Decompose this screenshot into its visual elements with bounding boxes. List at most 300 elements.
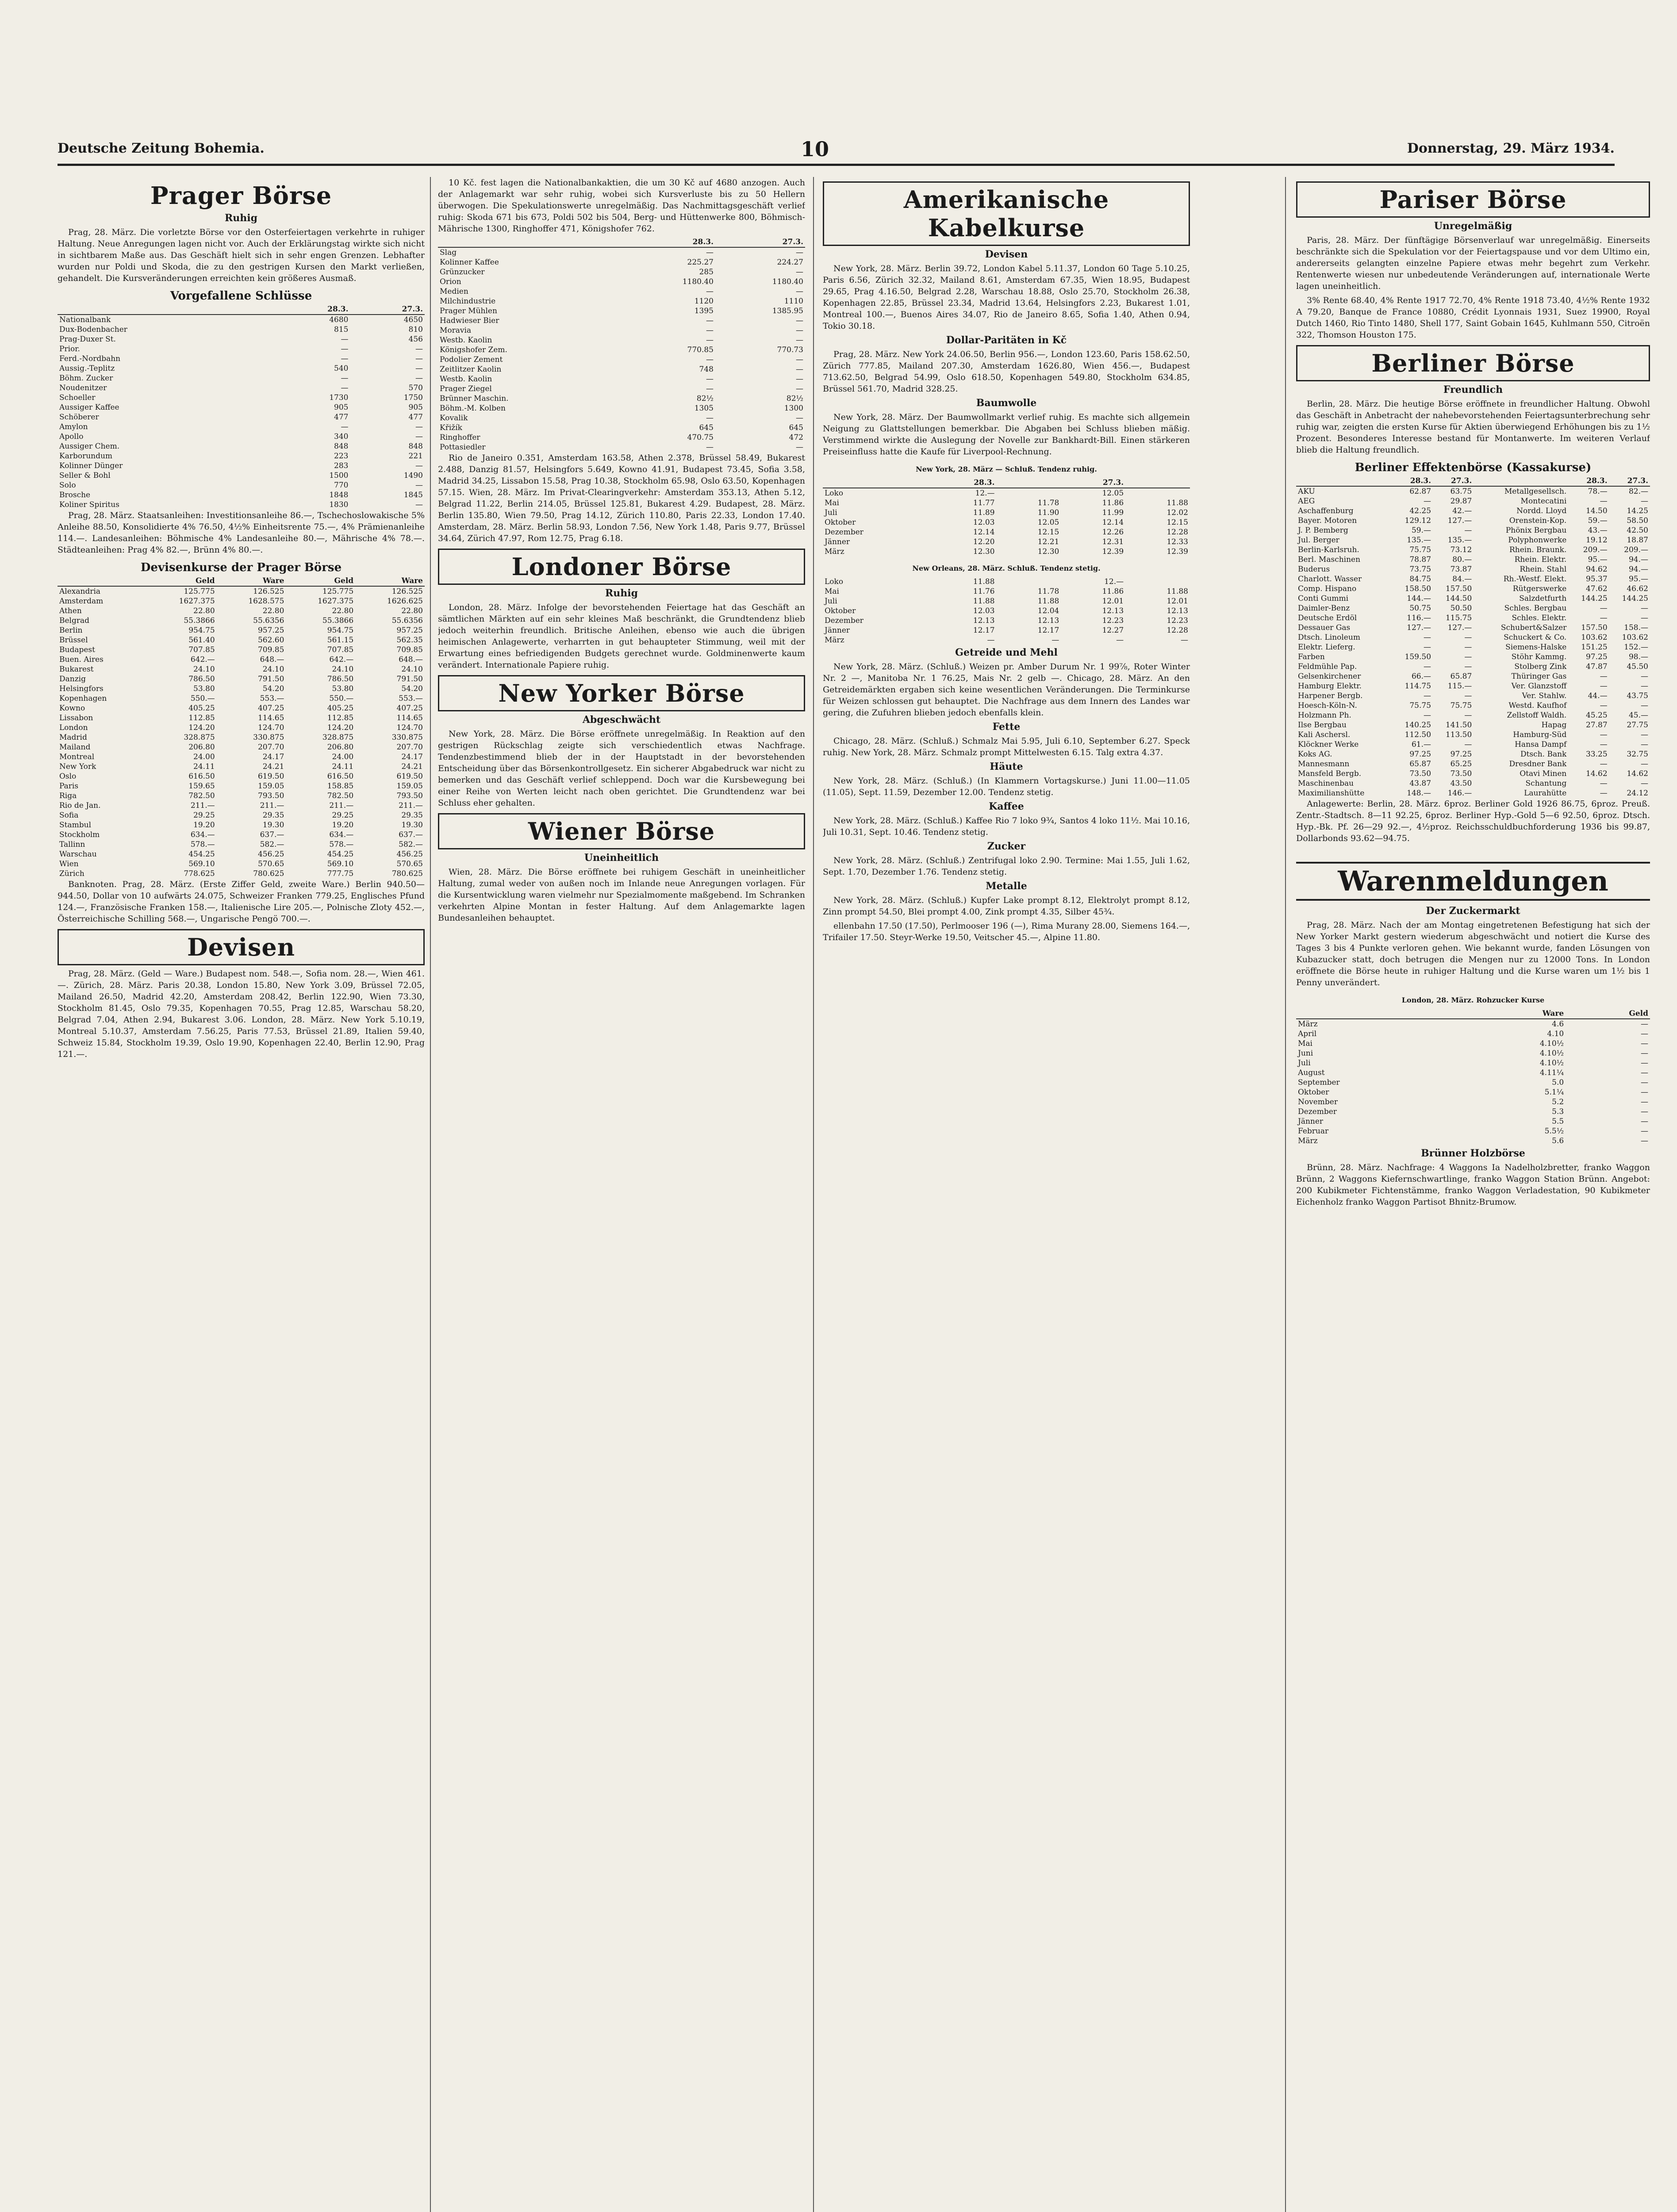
- subsection-title: Dollar-Paritäten in Kč: [946, 334, 1067, 346]
- table-cell: Klöckner Werke: [1298, 740, 1359, 749]
- table-cell: Kolinner Kaffee: [440, 258, 499, 267]
- table-cell: 456.25: [396, 850, 423, 859]
- table-cell: Danzig: [59, 675, 86, 684]
- table-cell: [1125, 488, 1190, 498]
- table-cell: —: [706, 336, 714, 345]
- table-cell: 12.23: [1167, 616, 1188, 625]
- table-cell: März: [1298, 1020, 1318, 1029]
- table-row: [58, 432, 425, 442]
- table-header-cell: [438, 237, 626, 247]
- table-row: [438, 394, 805, 403]
- table-row: [1296, 710, 1650, 720]
- table-cell: 73.50: [1450, 769, 1472, 778]
- table-row: [58, 451, 425, 461]
- table-cell: 582.—: [260, 840, 284, 849]
- table-cell: September: [1298, 1078, 1340, 1087]
- table-cell: 112.85: [327, 714, 354, 722]
- table-cell: 1305: [694, 404, 714, 413]
- table-row: [1296, 691, 1650, 701]
- table-row: [1296, 1068, 1650, 1078]
- section-title-paris: Pariser Börse: [1296, 181, 1650, 218]
- table-cell: —: [706, 443, 714, 452]
- table-row: [1296, 603, 1650, 613]
- table-cell: Moravia: [440, 326, 472, 335]
- table-cell: Rhein. Braunk.: [1509, 545, 1567, 554]
- table-cell: 22.80: [332, 607, 354, 615]
- table-cell: Jul. Berger: [1298, 536, 1339, 545]
- table-cell: 43.75: [1627, 691, 1648, 700]
- section-title-prague-exchange: Prager Börse: [150, 181, 332, 210]
- table-cell: 12.21: [1037, 538, 1059, 546]
- table-cell: 29.35: [262, 811, 284, 820]
- table-row: [1296, 788, 1650, 798]
- table-cell: Montecatini: [1520, 497, 1567, 506]
- table-row: [1296, 779, 1650, 788]
- table-cell: 211.—: [399, 801, 423, 810]
- table-cell: 770: [334, 481, 349, 490]
- table-row: [58, 810, 425, 820]
- table-cell: 1180.40: [682, 277, 714, 286]
- table-cell: Dezember: [825, 528, 863, 537]
- table-cell: 570: [408, 384, 423, 392]
- table-cell: 1300: [784, 404, 803, 413]
- table-cell: November: [1298, 1098, 1338, 1106]
- table-header-cell: [1296, 476, 1392, 486]
- issue-date: Donnerstag, 29. März 1934.: [1407, 141, 1615, 156]
- table-cell: —: [1424, 662, 1431, 671]
- table-cell: 12.—: [1104, 577, 1124, 586]
- table-row: [1296, 1058, 1650, 1068]
- table-row: [1296, 740, 1650, 749]
- table-cell: 53.80: [193, 684, 215, 693]
- table-row: [58, 781, 425, 791]
- table-cell: 50.75: [1409, 604, 1431, 613]
- table-cell: Amsterdam: [59, 597, 104, 606]
- table-cell: —: [1181, 636, 1188, 645]
- table-cell: Hoesch-Köln-N.: [1298, 701, 1357, 710]
- table-cell: 94.—: [1628, 555, 1648, 564]
- table-cell: 95.37: [1585, 575, 1608, 584]
- table-cell: 12.13: [973, 616, 995, 625]
- table-cell: —: [1600, 701, 1608, 710]
- closings-table: [58, 304, 425, 510]
- table-cell: Dezember: [1298, 1107, 1337, 1116]
- table-cell: 124.20: [188, 723, 215, 732]
- table-cell: Rhein. Elektr.: [1514, 555, 1567, 564]
- table-cell: Berl. Maschinen: [1298, 555, 1361, 564]
- column-1: [58, 177, 425, 2212]
- table-cell: 97.25: [1585, 653, 1608, 661]
- table-row: [58, 383, 425, 393]
- table-cell: 905: [334, 403, 349, 412]
- table-cell: 4.10½: [1539, 1059, 1564, 1068]
- table-row: [58, 655, 425, 664]
- table-cell: Februar: [1298, 1127, 1329, 1136]
- table-cell: Alexandria: [59, 587, 101, 596]
- table-cell: Elektr. Lieferg.: [1298, 643, 1355, 652]
- table-cell: 642.—: [329, 655, 354, 664]
- table-cell: 58.50: [1627, 516, 1648, 525]
- table-cell: Rio de Jan.: [59, 801, 101, 810]
- table-row: [1296, 516, 1650, 526]
- table-row: [823, 626, 1190, 635]
- table-cell: 11.86: [1102, 499, 1124, 507]
- table-cell: Madrid: [59, 733, 87, 742]
- table-cell: März: [1298, 1137, 1318, 1145]
- table-header-cell: 28.3.: [1568, 476, 1609, 486]
- table-cell: 27.87: [1585, 721, 1608, 730]
- table-cell: —: [1464, 526, 1472, 535]
- table-cell: —: [706, 326, 714, 335]
- table-row: [58, 762, 425, 772]
- table-cell: Aussiger Chem.: [59, 442, 120, 451]
- table-row: [438, 384, 805, 394]
- table-cell: 477: [408, 413, 423, 422]
- table-row: [438, 267, 805, 277]
- table-row: [438, 345, 805, 355]
- table-cell: Amylon: [59, 422, 88, 431]
- table-cell: 570.65: [257, 860, 284, 868]
- table-cell: Brünner Maschin.: [440, 394, 509, 403]
- table-row: [1296, 1117, 1650, 1126]
- table-cell: Stöhr Kammg.: [1511, 653, 1567, 661]
- table-row: [58, 791, 425, 801]
- table-cell: Hapag: [1541, 721, 1567, 730]
- table-cell: 569.10: [327, 860, 354, 868]
- table-cell: —: [1641, 604, 1648, 613]
- table-cell: Montreal: [59, 753, 95, 761]
- table-title: Berliner Effektenbörse (Kassakurse): [1355, 461, 1592, 474]
- table-cell: —: [796, 326, 803, 335]
- table-cell: 642.—: [190, 655, 215, 664]
- table-cell: [1125, 577, 1190, 587]
- table-cell: Zürich: [59, 869, 84, 878]
- table-cell: 24.12: [1627, 789, 1648, 798]
- table-header-cell: 27.3.: [1609, 476, 1650, 486]
- table-cell: 407.25: [396, 704, 423, 713]
- table-cell: 12.01: [1167, 597, 1188, 606]
- table-cell: 22.80: [262, 607, 284, 615]
- table-cell: 1627.375: [318, 597, 354, 606]
- table-cell: 152.—: [1624, 643, 1648, 652]
- table-cell: —: [1424, 691, 1431, 700]
- table-cell: Grünzucker: [440, 268, 485, 276]
- table-cell: März: [825, 636, 844, 645]
- table-cell: 1385.95: [772, 307, 803, 315]
- table-cell: 328.875: [322, 733, 354, 742]
- table-cell: —: [796, 375, 803, 384]
- table-cell: Prager Mühlen: [440, 307, 497, 315]
- table-cell: 957.25: [257, 626, 284, 635]
- table-cell: —: [1641, 1039, 1648, 1048]
- table-cell: —: [415, 422, 423, 431]
- table-cell: Otavi Minen: [1520, 769, 1567, 778]
- table-cell: 12.30: [973, 547, 995, 556]
- table-cell: 65.87: [1450, 672, 1472, 681]
- table-cell: —: [796, 287, 803, 296]
- table-row: [58, 471, 425, 480]
- cotton-table-no: [823, 577, 1190, 645]
- table-cell: 954.75: [327, 626, 354, 635]
- table-cell: J. P. Bemberg: [1298, 526, 1348, 535]
- table-cell: 148.—: [1407, 789, 1431, 798]
- table-cell: Schantung: [1525, 779, 1567, 788]
- table-row: [1296, 526, 1650, 535]
- table-cell: Königshofer Zem.: [440, 346, 507, 354]
- table-cell: 24.11: [332, 762, 354, 771]
- table-row: [823, 587, 1190, 596]
- table-row: [438, 423, 805, 433]
- table-cell: —: [341, 354, 349, 363]
- table-cell: Rh.-Westf. Elekt.: [1503, 575, 1567, 584]
- table-cell: —: [1600, 604, 1608, 613]
- table-row: [58, 820, 425, 830]
- table-header-cell: 28.3.: [276, 304, 350, 315]
- table-cell: Loko: [825, 489, 844, 498]
- table-cell: 144.25: [1622, 594, 1648, 603]
- table-cell: 12.31: [1102, 538, 1124, 546]
- table-cell: Zeitlitzer Kaolin: [440, 365, 502, 374]
- table-row: [1296, 1048, 1650, 1058]
- table-cell: Berlin-Karlsruh.: [1298, 545, 1359, 554]
- table-row: [1296, 759, 1650, 769]
- table-row: [823, 596, 1190, 606]
- table-cell: Mai: [1298, 1039, 1312, 1048]
- table-row: [58, 723, 425, 733]
- table-cell: 570.65: [396, 860, 423, 868]
- table-cell: 59.—: [1411, 526, 1431, 535]
- table-cell: 211.—: [260, 801, 284, 810]
- table-cell: —: [415, 345, 423, 353]
- table-cell: Bukarest: [59, 665, 94, 674]
- table-cell: —: [1641, 1078, 1648, 1087]
- table-cell: Westd. Kaufhof: [1508, 701, 1567, 710]
- table-cell: Dresdner Bank: [1509, 760, 1567, 768]
- section-mood: Freundlich: [1443, 384, 1503, 396]
- table-cell: —: [796, 268, 803, 276]
- table-cell: —: [1641, 672, 1648, 681]
- table-cell: 73.50: [1409, 769, 1431, 778]
- table-cell: Metallgesellsch.: [1504, 487, 1567, 496]
- table-cell: 124.20: [327, 723, 354, 732]
- table-cell: 12.15: [1167, 518, 1188, 527]
- table-cell: Conti Gummi: [1298, 594, 1349, 603]
- table-cell: —: [1424, 711, 1431, 720]
- table-row: [58, 664, 425, 674]
- table-cell: 209.—: [1624, 545, 1648, 554]
- table-cell: 4650: [403, 315, 423, 324]
- table-cell: Solo: [59, 481, 76, 490]
- table-cell: Schöberer: [59, 413, 99, 422]
- section-mood: Unregelmäßig: [1434, 220, 1512, 232]
- table-cell: 569.10: [188, 860, 215, 868]
- table-cell: Mansfeld Bergb.: [1298, 769, 1362, 778]
- table-header-cell: Geld: [147, 576, 217, 586]
- section-title-commodities: Warenmeldungen: [1296, 862, 1650, 901]
- table-row: [823, 488, 1190, 498]
- table-cell: —: [1641, 497, 1648, 506]
- table-cell: 54.20: [262, 684, 284, 693]
- table-cell: 159.05: [257, 782, 284, 791]
- table-cell: —: [1600, 779, 1608, 788]
- table-cell: Schles. Elektr.: [1512, 614, 1567, 622]
- table-cell: —: [1600, 730, 1608, 739]
- table-cell: Sofia: [59, 811, 79, 820]
- table-cell: 11.88: [973, 577, 995, 586]
- table-cell: Belgrad: [59, 616, 90, 625]
- table-cell: 791.50: [257, 675, 284, 684]
- table-cell: 456.25: [257, 850, 284, 859]
- table-row: [1296, 555, 1650, 565]
- table-cell: 24.00: [193, 753, 215, 761]
- table-cell: 27.75: [1627, 721, 1648, 730]
- table-cell: Daimler-Benz: [1298, 604, 1350, 613]
- table-cell: —: [1641, 1059, 1648, 1068]
- table-cell: 73.12: [1450, 545, 1472, 554]
- table-cell: 848: [334, 442, 349, 451]
- table-row: [58, 645, 425, 655]
- article-text: New York, 28. März. Der Baumwollmarkt verlief ruhig. Es machte sich allgemein Neigung zu Glattstellungen bemerkbar. Die Abgaben bei Schluss blieben mäßig. Verstimmend wirkte die Auslegung der Novelle zur Bankhardt-Bill. Einen stärkeren Preiseinfluss hatte die Kaufe für Liverpool-Rechnung.: [823, 412, 1190, 457]
- table-cell: 45.—: [1628, 711, 1648, 720]
- table-cell: 24.00: [332, 753, 354, 761]
- section-mood: Uneinheitlich: [584, 852, 659, 864]
- table-cell: 1110: [784, 297, 803, 306]
- table-cell: 470.75: [687, 433, 714, 442]
- section-title-london: Londoner Börse: [438, 549, 805, 585]
- table-cell: Podolier Zement: [440, 355, 503, 364]
- table-cell: 159.65: [188, 782, 215, 791]
- table-cell: 330.875: [391, 733, 423, 742]
- table-header-cell: Geld: [286, 576, 355, 586]
- table-cell: 1120: [694, 297, 714, 306]
- table-row: [1296, 1019, 1650, 1029]
- table-cell: 5.2: [1552, 1098, 1564, 1106]
- table-cell: 75.75: [1450, 701, 1472, 710]
- table-cell: 78.87: [1409, 555, 1431, 564]
- column-2: [438, 177, 805, 2212]
- column-rule: [813, 177, 814, 2212]
- table-cell: —: [796, 248, 803, 257]
- table-row: [58, 674, 425, 684]
- table-cell: Siemens-Halske: [1505, 643, 1567, 652]
- section-title-new-york: New Yorker Börse: [438, 675, 805, 711]
- table-row: [438, 247, 805, 257]
- table-cell: 786.50: [327, 675, 354, 684]
- table-row: [1296, 613, 1650, 623]
- table-title: New Orleans, 28. März. Schluß. Tendenz stetig.: [912, 564, 1101, 572]
- table-cell: Ilse Bergbau: [1298, 721, 1347, 730]
- table-cell: 44.—: [1588, 691, 1608, 700]
- table-row: [823, 635, 1190, 645]
- table-cell: Wien: [59, 860, 79, 868]
- table-cell: Holzmann Ph.: [1298, 711, 1351, 720]
- table-cell: 94.62: [1585, 565, 1608, 574]
- table-cell: 127.—: [1447, 516, 1472, 525]
- table-cell: 780.625: [253, 869, 284, 878]
- table-cell: Helsingfors: [59, 684, 104, 693]
- table-cell: 24.10: [332, 665, 354, 674]
- table-cell: Lissabon: [59, 714, 93, 722]
- table-cell: 1180.40: [772, 277, 803, 286]
- article-text: 3% Rente 68.40, 4% Rente 1917 72.70, 4% Rente 1918 73.40, 4½% Rente 1932 A 79.20, Banque de France 10880, Crédit Lyonnais 1931, Suez 19900, Royal Dutch 1460, Rio Tinto 1480, Shell 177, Saint Gobain 1645, Kuhlmann 550, Citroën 322, Thomson Houston 175.: [1296, 296, 1650, 340]
- table-cell: Jänner: [825, 626, 850, 635]
- table-cell: Laurahütte: [1524, 789, 1567, 798]
- table-cell: Nordd. Lloyd: [1516, 507, 1567, 515]
- table-cell: 12.04: [1037, 607, 1059, 615]
- table-cell: —: [1641, 1020, 1648, 1029]
- table-cell: 24.17: [401, 753, 423, 761]
- table-row: [1296, 701, 1650, 710]
- table-cell: 103.62: [1622, 633, 1648, 642]
- table-row: [1296, 1087, 1650, 1097]
- table-cell: Harpener Bergb.: [1298, 691, 1363, 700]
- table-cell: —: [796, 336, 803, 345]
- table-row: [438, 365, 805, 374]
- table-cell: Kopenhagen: [59, 694, 107, 703]
- table-cell: 777.75: [327, 869, 354, 878]
- table-cell: 616.50: [188, 772, 215, 781]
- table-row: [1296, 535, 1650, 545]
- table-cell: 211.—: [329, 801, 354, 810]
- table-cell: 125.775: [184, 587, 215, 596]
- table-row: [438, 433, 805, 442]
- table-cell: Seller & Bohl: [59, 471, 111, 480]
- table-cell: Deutsche Erdöl: [1298, 614, 1357, 622]
- table-cell: 43.50: [1450, 779, 1472, 788]
- table-row: [1296, 662, 1650, 672]
- table-cell: 53.80: [332, 684, 354, 693]
- table-cell: AKU: [1298, 487, 1315, 496]
- table-cell: 782.50: [327, 791, 354, 800]
- table-header-cell: [58, 304, 276, 315]
- column-4: [1296, 177, 1650, 2212]
- table-cell: Dux-Bodenbacher: [59, 325, 127, 334]
- column-rule: [430, 177, 431, 2212]
- table-cell: Stambul: [59, 821, 92, 830]
- table-header-cell: Geld: [1566, 1009, 1650, 1019]
- table-cell: 24.10: [262, 665, 284, 674]
- subsection-title: Kaffee: [989, 801, 1024, 812]
- table-cell: 1848: [329, 491, 349, 499]
- table-cell: Loko: [825, 577, 844, 586]
- table-title: New York, 28. März — Schluß. Tendenz ruhig.: [916, 465, 1097, 473]
- table-cell: 211.—: [190, 801, 215, 810]
- table-row: [58, 635, 425, 645]
- section-mood: Ruhig: [605, 588, 638, 599]
- table-cell: 124.70: [257, 723, 284, 732]
- table-row: [438, 277, 805, 287]
- table-cell: 65.87: [1409, 760, 1431, 768]
- table-cell: Mai: [825, 499, 839, 507]
- table-cell: August: [1298, 1068, 1325, 1077]
- table-cell: —: [341, 422, 349, 431]
- table-cell: Zellstoff Waldh.: [1507, 711, 1567, 720]
- table-cell: 50.50: [1450, 604, 1472, 613]
- table-row: [1296, 584, 1650, 594]
- table-row: [823, 498, 1190, 508]
- table-cell: März: [825, 547, 844, 556]
- table-cell: 12.17: [973, 626, 995, 635]
- table-cell: 55.3866: [322, 616, 354, 625]
- table-row: [58, 772, 425, 781]
- table-cell: 477: [334, 413, 349, 422]
- table-header-cell: [1125, 478, 1190, 488]
- table-cell: 140.25: [1405, 721, 1431, 730]
- table-cell: 11.88: [1167, 587, 1188, 596]
- article-text: London, 28. März. Infolge der bevorstehenden Feiertage hat das Geschäft an sämtlichen Märkten auf ein sehr kleines Maß beschränkt, die Grundtendenz blieb jedoch weiterhin freundlich. Britische Anleihen, ebenso wie auch die übrigen heimischen Anlagewerte, verharrten in gut behaupteter Stimmung, weil mit der Erwartung eines befriedigenden Budgets gerechnet wurde. Goldminenwerte kaum verändert. Internationale Papiere ruhig.: [438, 603, 805, 670]
- table-header-cell: Ware: [217, 576, 286, 586]
- table-cell: Westb. Kaolin: [440, 336, 492, 345]
